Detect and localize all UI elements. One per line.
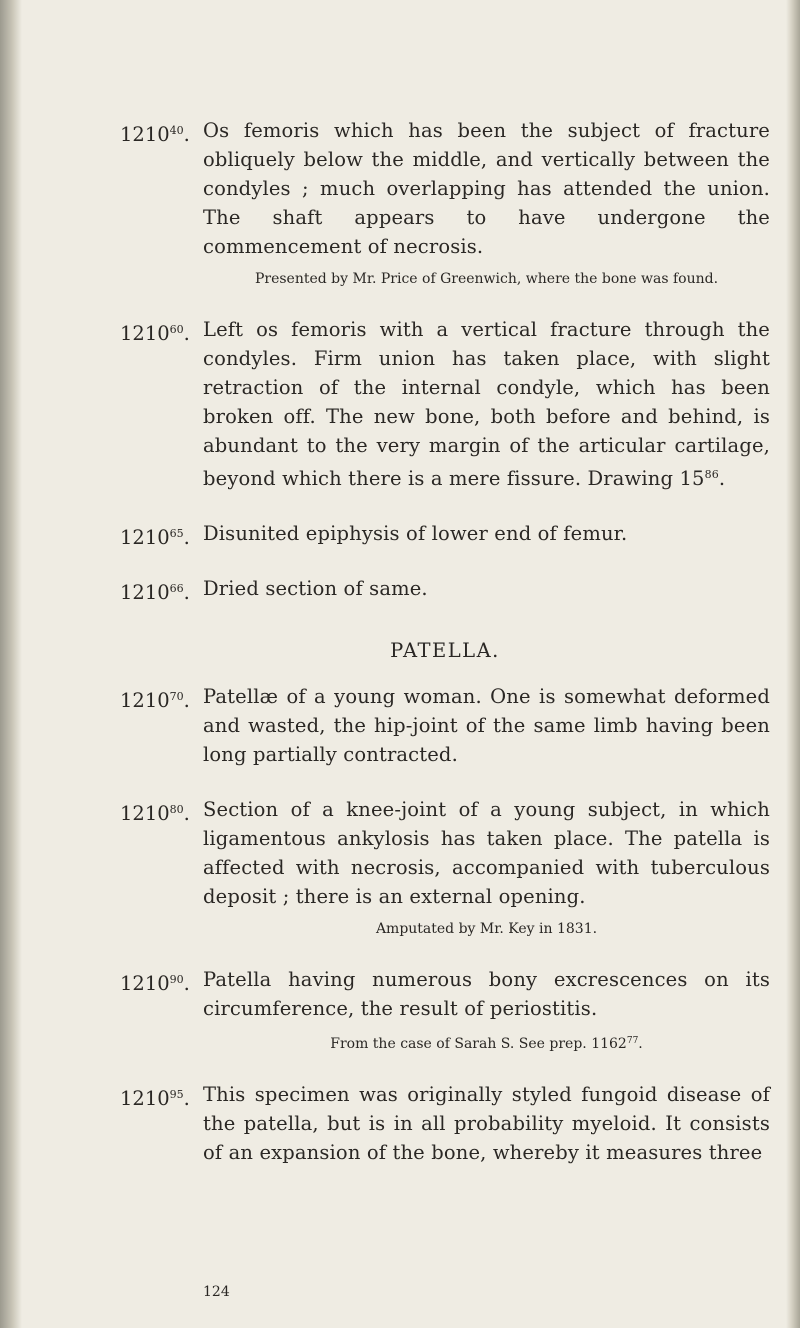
page-edge-right [786, 0, 800, 1328]
entry-number: 1210$^{90}$. [120, 972, 190, 995]
document-page [120, 116, 770, 1300]
entry-provenance-note: Presented by Mr. Price of Greenwich, where the bone was found. [254, 271, 719, 287]
page-edge-left [0, 0, 22, 1328]
entry-description: Left os femoris with a vertical fracture through the condyles. Firm union has taken place, with slight retraction of the internal condyle, which has been broken off. The new bone, both before and behind, is abundant to the very margin of the articular cartilage, beyond which there is a mere fissure. Drawing $15^{86}$. [203, 318, 770, 490]
entry-number: 1210$^{80}$. [120, 802, 190, 825]
catalogue-entry [120, 965, 770, 1054]
entry-description: Os femoris which has been the subject of fracture obliquely below the middle, and vertically between the condyles ; much overlapping has attended the union. The shaft appears to have undergone the commencement of necrosis. [203, 119, 770, 258]
catalogue-entry [120, 795, 770, 939]
entry-number: 1210$^{65}$. [120, 526, 190, 549]
catalogue-entry [120, 1080, 770, 1167]
catalogue-entry [120, 682, 770, 769]
catalogue-entry [120, 116, 770, 289]
catalogue-entry [120, 315, 770, 493]
entry-description: Section of a knee-joint of a young subject, in which ligamentous ankylosis has taken place. The patella is affected with necrosis, accompanied with tuberculous deposit ; there is an external opening. [203, 798, 770, 908]
entry-description: Patellæ of a young woman. One is somewhat deformed and wasted, the hip-joint of the same limb having been long partially contracted. [203, 685, 770, 766]
entry-provenance-note: From the case of Sarah S. See prep. 1162$^{77}$. [330, 1036, 643, 1052]
entry-number: 1210$^{60}$. [120, 322, 190, 345]
entry-number: 1210$^{40}$. [120, 123, 190, 146]
entry-description: This specimen was originally styled fungoid disease of the patella, but is in all probability myeloid. It consists of an expansion of the bone, whereby it measures three [203, 1083, 770, 1164]
entry-provenance-note: Amputated by Mr. Key in 1831. [375, 921, 598, 937]
catalogue-entry [120, 574, 770, 603]
section-heading: PATELLA. [390, 639, 500, 662]
entry-number: 1210$^{95}$. [120, 1087, 190, 1110]
entry-description: Dried section of same. [203, 577, 428, 600]
entry-description: Patella having numerous bony excrescences on its circumference, the result of periostitis. [203, 968, 770, 1020]
entry-number: 1210$^{66}$. [120, 581, 190, 604]
entry-description: Disunited epiphysis of lower end of femur. [203, 522, 628, 545]
catalogue-entry [120, 519, 770, 548]
page-number: 124 [203, 1284, 230, 1300]
entry-number: 1210$^{70}$. [120, 689, 190, 712]
